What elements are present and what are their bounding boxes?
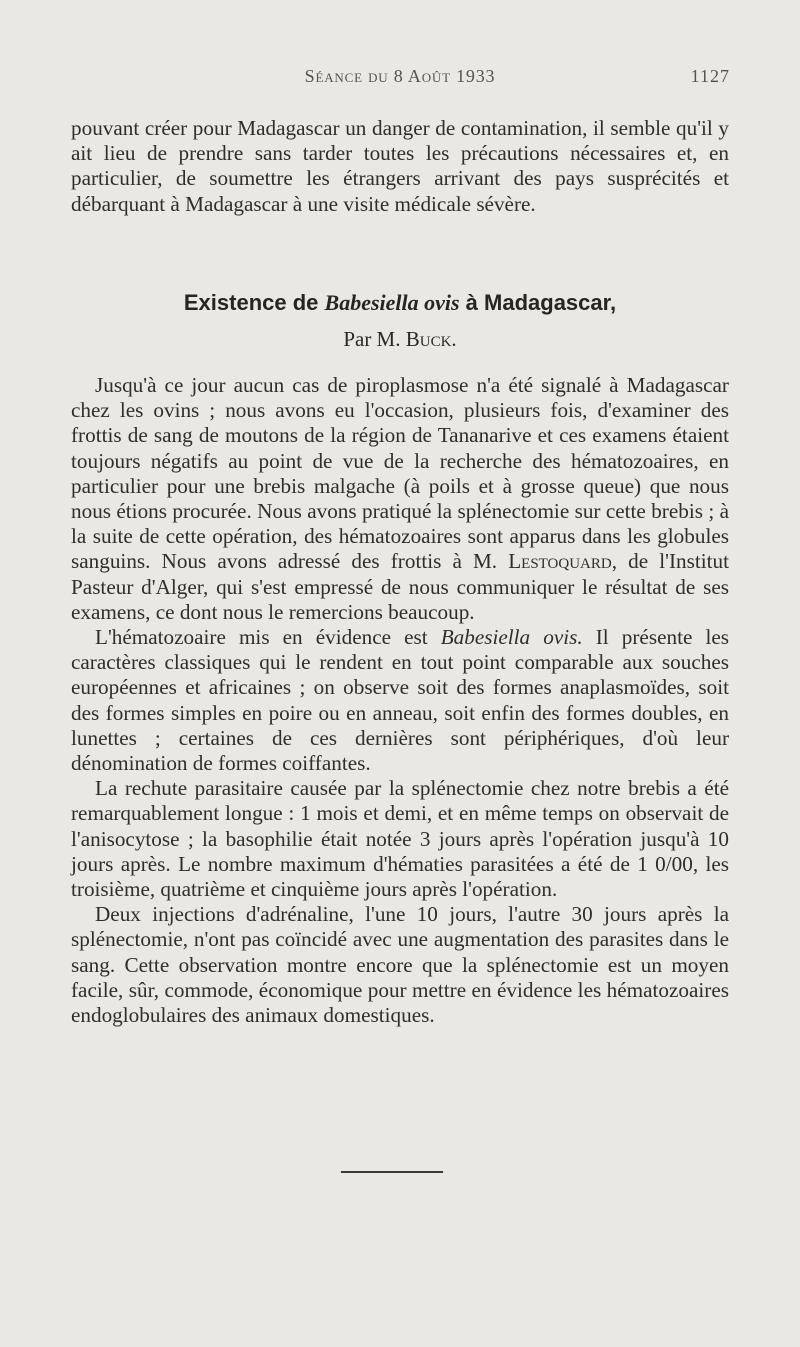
- title-prefix: Existence de: [183, 290, 325, 315]
- paragraph-4: Deux injections d'adrénaline, l'une 10 jours, l'autre 30 jours après la splénectomie, n'ont pas coïncidé avec une augmentation des parasites dans le sang. Cette observation montre encore que la splénectomie est un moyen facile, sûr, commode, économique pour mettre en évidence les hématozoaires endoglobulaires des animaux domestiques.: [71, 902, 729, 1028]
- p2-text-b: Il présente les caractères classiques qui le rendent en tout point comparable aux souches européennes et africaines ; on observe soit des formes anaplasmoïdes, soit des formes simples en poire ou en anneau, soit enfin des formes doubles, en lunettes ; certaines de ces dernières sont périphériques, d'où leur dénomination de formes coiffantes.: [71, 625, 729, 776]
- p2-text-a: L'hématozoaire mis en évidence est: [95, 625, 441, 650]
- intro-paragraph: pouvant créer pour Madagascar un danger de contamination, il semble qu'il y ait lieu de prendre sans tarder toutes les précautions nécessaires et, en particulier, de soumettre les étrangers arrivant des pays susprécités et débarquant à Madagascar à une visite médicale sévère.: [71, 116, 729, 216]
- article-title: [71, 290, 729, 316]
- running-title: Séance du 8 Août 1933: [304, 66, 496, 86]
- article-body: [71, 373, 729, 1028]
- running-head: [70, 66, 730, 92]
- p1-text-a: Jusqu'à ce jour aucun cas de piroplasmose n'a été signalé à Madagascar chez les ovins ; nous avons eu l'occasion, plusieurs fois, d'examiner des frottis de sang de moutons de la région de Tananarive et ces examens étaient toujours négatifs au point de vue de la recherche des hématozoaires, en particulier pour une brebis malgache (à poils et à grosse queue) que nous nous étions procurée. Nous avons pratiqué la splénectomie sur cette brebis ; à la suite de cette opération, des hématozoaires sont apparus dans les globules sanguins. Nous avons adressé des frottis à M.: [71, 373, 729, 574]
- end-rule: [341, 1171, 443, 1173]
- p2-species: Babesiella ovis.: [440, 625, 583, 650]
- paragraph-2: [71, 625, 729, 776]
- byline: [71, 327, 729, 352]
- p1-text-b: , de l'Institut Pasteur d'Alger, qui s'est empressé de nous communiquer le résultat de ses examens, ce dont nous le remercions beaucoup.: [71, 549, 729, 624]
- title-suffix: à Madagascar,: [459, 290, 617, 315]
- p1-author-name: Lestoquard: [508, 549, 612, 574]
- byline-author: Buck.: [405, 327, 457, 351]
- paragraph-1: [71, 373, 729, 625]
- title-species: Babesiella ovis: [324, 290, 460, 315]
- byline-prefix: Par M.: [343, 327, 406, 351]
- page-number: 1127: [690, 66, 730, 86]
- paragraph-3: La rechute parasitaire causée par la splénectomie chez notre brebis a été remarquablement longue : 1 mois et demi, et en même temps on observait de l'anisocytose ; la basophilie était notée 3 jours après l'opération jusqu'à 10 jours après. Le nombre maximum d'hématies parasitées a été de 1 0/00, les troisième, quatrième et cinquième jours après l'opération.: [71, 776, 729, 902]
